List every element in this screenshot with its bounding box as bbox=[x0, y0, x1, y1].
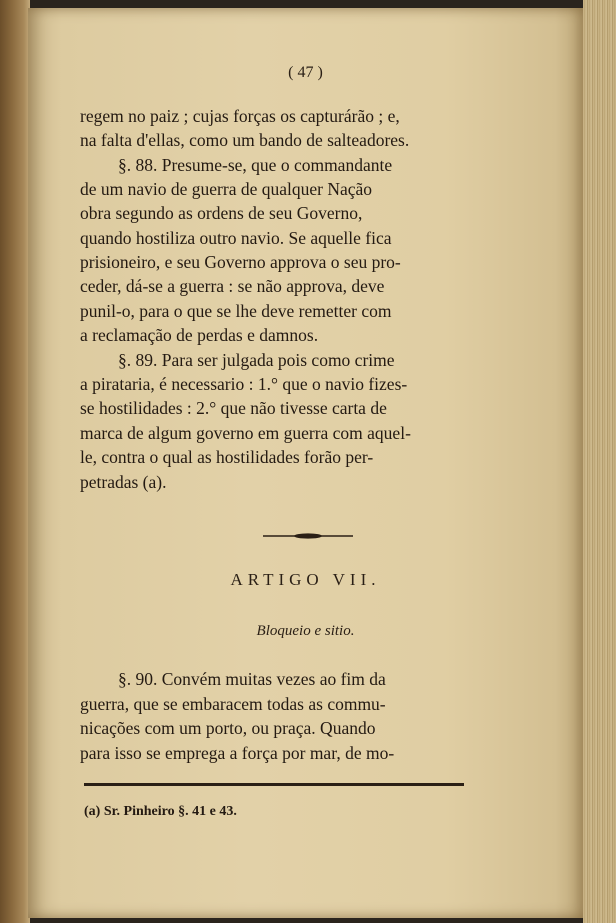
page-number: ( 47 ) bbox=[288, 64, 323, 81]
text-line: regem no paiz ; cujas forças os capturárão ; e, bbox=[80, 106, 400, 126]
text-line: nicações com um porto, ou praça. Quando bbox=[80, 718, 376, 738]
text-line: quando hostiliza outro navio. Se aquelle fica bbox=[80, 228, 392, 248]
text-line: obra segundo as ordens de seu Governo, bbox=[80, 203, 363, 223]
footnote-rule bbox=[84, 783, 464, 786]
right-page-edges bbox=[583, 0, 616, 923]
section-divider-ornament bbox=[263, 533, 353, 539]
article-subheading: Bloqueio e sitio. bbox=[256, 623, 355, 639]
text-line: le, contra o qual as hostilidades forão per- bbox=[80, 447, 374, 467]
footnote: (a) Sr. Pinheiro §. 41 e 43. bbox=[84, 804, 237, 819]
text-line: a pirataria, é necessario : 1.° que o navio fizes- bbox=[80, 374, 408, 394]
text-line: para isso se emprega a força por mar, de mo- bbox=[80, 743, 395, 763]
left-page-edge bbox=[0, 0, 30, 923]
text-line: a reclamação de perdas e damnos. bbox=[80, 325, 319, 345]
page bbox=[28, 8, 583, 918]
text-line: §. 90. Convém muitas vezes ao fim da bbox=[118, 669, 386, 689]
text-line: prisioneiro, e seu Governo approva o seu pro- bbox=[80, 252, 401, 272]
text-line: §. 88. Presume-se, que o commandante bbox=[118, 155, 393, 175]
text-line: petradas (a). bbox=[80, 472, 167, 492]
text-line: guerra, que se embaracem todas as commu- bbox=[80, 694, 386, 714]
text-line: na falta d'ellas, como um bando de salteadores. bbox=[80, 130, 410, 150]
text-line: se hostilidades : 2.° que não tivesse carta de bbox=[80, 398, 387, 418]
text-line: marca de algum governo em guerra com aquel- bbox=[80, 423, 411, 443]
text-line: punil-o, para o que se lhe deve remetter com bbox=[80, 301, 392, 321]
text-line: §. 89. Para ser julgada pois como crime bbox=[118, 350, 395, 370]
text-line: de um navio de guerra de qualquer Nação bbox=[80, 179, 373, 199]
text-line: ceder, dá-se a guerra : se não approva, deve bbox=[80, 276, 385, 296]
article-heading: ARTIGO VII. bbox=[230, 570, 381, 589]
